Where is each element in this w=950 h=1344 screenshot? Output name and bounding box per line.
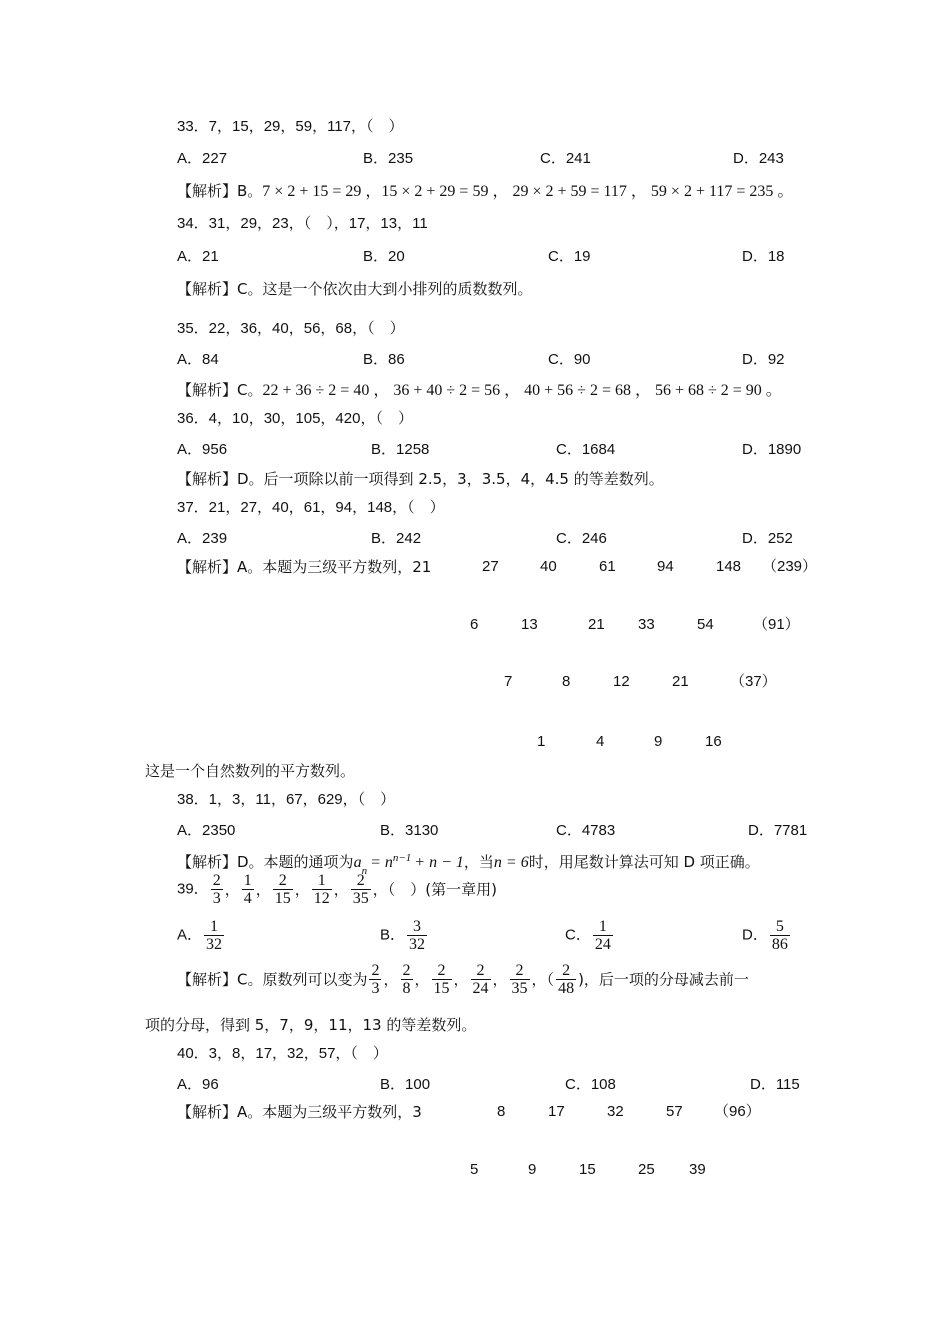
q38-stem: 38．1，3，11，67，629，（ ） [177, 791, 396, 808]
q39-option-fraction [593, 918, 613, 953]
denominator: 32 [409, 936, 426, 953]
q40-row2-item: 5 [470, 1161, 479, 1178]
q40-option-b: B．100 [380, 1076, 431, 1093]
q37-stem: 37．21，27，40，61，94，148，（ ） [177, 499, 445, 516]
q35-analysis-formula: 22 + 36 ÷ 2 = 40 ， 36 + 40 ÷ 2 = 56 ， 40 + 56 ÷ 2 = 68 ， 56 + 68 ÷ 2 = 90 。 [262, 382, 782, 399]
denominator: 35 [352, 890, 369, 907]
numerator: 1 [204, 918, 224, 936]
q39-analysis-fraction [432, 962, 452, 997]
q37-row2-item: 54 [697, 616, 714, 633]
denominator: 15 [433, 980, 450, 997]
q39-fraction [211, 872, 223, 907]
q38-formula-eq: = n [370, 854, 393, 871]
q39-analysis-after: ，后一项的分母减去前一 [583, 970, 749, 989]
numerator: 5 [770, 918, 790, 936]
q33-analysis-formula: 7 × 2 + 15 = 29 ，15 × 2 + 29 = 59 ， 29 × 2 + 59 = 117 ， 59 × 2 + 117 = 235 。 [262, 183, 794, 200]
q33-analysis [177, 182, 793, 201]
q38-analysis-mid: ，当 [463, 853, 494, 871]
q38-formula-n: n = 6 [493, 854, 529, 871]
q38-option-c: C．4783 [556, 822, 616, 839]
q39-option-b [380, 918, 429, 953]
q36-analysis: 【解析】D。后一项除以前一项得到 2.5，3，3.5，4，4.5 的等差数列。 [177, 470, 664, 488]
denominator: 35 [511, 980, 528, 997]
q37-row1-item: 27 [482, 558, 499, 575]
q37-row4-item: 1 [537, 733, 546, 750]
q37-option-a: A．239 [177, 530, 228, 547]
denominator: 15 [274, 890, 291, 907]
q38-analysis-text: 【解析】D。本题的通项为 [177, 853, 354, 871]
q33-option-d: D．243 [733, 150, 784, 167]
q40-option-a: A．96 [177, 1076, 219, 1093]
numerator: 2 [212, 872, 221, 889]
q37-row2-item: 13 [521, 616, 538, 633]
q40-row1-item: （96） [714, 1103, 761, 1120]
q39-fraction [273, 872, 293, 907]
q33-stem: 33．7，15，29，59，117，（ ） [177, 118, 404, 135]
denominator: 3 [212, 890, 221, 907]
q36-option-d: D．1890 [742, 441, 802, 458]
q39-analysis-answer-fraction [556, 962, 576, 997]
q38-option-b: B．3130 [380, 822, 439, 839]
q35-option-b: B．86 [363, 351, 405, 368]
numerator: 2 [371, 962, 380, 979]
denominator: 48 [558, 980, 575, 997]
q38-formula-exp: n−1 [392, 852, 412, 864]
q37-row4-item: 16 [705, 733, 722, 750]
q37-row4-item: 4 [596, 733, 605, 750]
q40-option-d: D．115 [750, 1076, 800, 1093]
q39-analysis-text: 【解析】C。原数列可以变为 [177, 970, 368, 989]
q34-option-c: C．19 [548, 248, 591, 265]
q39-option-fraction [770, 918, 790, 953]
denominator: 3 [371, 980, 380, 997]
numerator: 2 [471, 962, 491, 980]
q37-row1-item: 61 [599, 558, 616, 575]
q35-stem: 35．22，36，40，56，68，（ ） [177, 320, 405, 337]
denominator: 24 [472, 980, 489, 997]
q40-analysis-intro: 【解析】A。本题为三级平方数列，3 [177, 1103, 422, 1121]
denominator: 12 [313, 890, 330, 907]
q35-option-a: A．84 [177, 351, 219, 368]
q37-row2-item: 6 [470, 616, 479, 633]
q40-row1-item: 8 [497, 1103, 506, 1120]
q40-option-c: C．108 [565, 1076, 616, 1093]
q39-stem: 39． $\frac{2}{3}$ ， $\frac{1}{4}$ ， $\frac{2}{15}$ ， $\frac{1}{12}$ ， $\frac{2}{35}$ ，（ ）(第一章用) [177, 872, 497, 907]
q37-option-b: B．242 [371, 530, 422, 547]
denominator: 4 [243, 890, 252, 907]
q39-analysis-fraction [401, 962, 413, 997]
q34-analysis: 【解析】C。这是一个依次由大到小排列的质数数列。 [177, 280, 533, 298]
q40-row1-item: 17 [548, 1103, 565, 1120]
q39-option-a [177, 918, 226, 953]
q39-analysis-fraction [471, 962, 491, 997]
q37-row3-item: 12 [613, 673, 630, 690]
q37-row3-item: 7 [504, 673, 513, 690]
q36-option-a: A．956 [177, 441, 228, 458]
q37-row1-item: （239） [762, 558, 818, 575]
q34-option-d: D．18 [742, 248, 785, 265]
numerator: 2 [510, 962, 530, 980]
q38-formula-rest: + n − 1 [414, 854, 464, 871]
q39-analysis-fraction [369, 962, 381, 997]
numerator: 1 [243, 872, 252, 889]
numerator: 2 [351, 872, 371, 890]
q39-option-label: D． [742, 926, 768, 944]
q40-stem: 40．3，8，17，32，57，（ ） [177, 1045, 388, 1062]
q39-option-label: A． [177, 926, 203, 944]
q37-row2-item: （91） [753, 616, 800, 633]
numerator: 1 [312, 872, 332, 890]
q39-analysis-line2: 项的分母，得到 5，7，9，11，13 的等差数列。 [145, 1016, 477, 1034]
q35-option-c: C．90 [548, 351, 591, 368]
q40-row1-item: 57 [666, 1103, 683, 1120]
q38-analysis-after: 时，用尾数计算法可知 D 项正确。 [528, 853, 760, 871]
q33-option-c: C．241 [540, 150, 591, 167]
q39-option-label: B． [380, 926, 406, 944]
q37-row1-item: 148 [716, 558, 742, 575]
q37-row4-item: 9 [654, 733, 663, 750]
denominator: 86 [771, 936, 788, 953]
q39-fraction [312, 872, 332, 907]
q37-row3-item: 8 [562, 673, 571, 690]
q39-analysis-fraction [510, 962, 530, 997]
q38-option-d: D．7781 [748, 822, 808, 839]
q36-stem: 36．4，10，30，105，420，（ ） [177, 410, 413, 427]
q37-row1-item: 40 [540, 558, 557, 575]
q40-row2-item: 39 [689, 1161, 706, 1178]
q37-row1-item: 94 [657, 558, 674, 575]
numerator: 2 [556, 962, 576, 980]
denominator: 8 [402, 980, 411, 997]
numerator: 1 [593, 918, 613, 936]
q35-analysis [177, 381, 782, 400]
q37-row3-item: 21 [672, 673, 689, 690]
q39-option-fraction [407, 918, 427, 953]
q33-analysis-tag: 【解析】B。 [177, 182, 263, 200]
q37-row3-item: （37） [730, 673, 777, 690]
q39-tail: （ ）(第一章用) [387, 880, 497, 899]
q36-option-b: B．1258 [371, 441, 430, 458]
q35-option-d: D．92 [742, 351, 785, 368]
q39-option-c [565, 918, 615, 953]
q40-row2-item: 25 [638, 1161, 655, 1178]
q38-formula-sub: n [361, 865, 368, 877]
q37-conclusion: 这是一个自然数列的平方数列。 [145, 762, 356, 780]
q37-option-d: D．252 [742, 530, 793, 547]
q39-option-fraction [204, 918, 224, 953]
q37-analysis-intro: 【解析】A。本题为三级平方数列，21 [177, 558, 432, 576]
q39-option-d [742, 918, 792, 953]
q34-stem: 34．31，29，23，（ ），17，13，11 [177, 215, 428, 232]
numerator: 2 [402, 962, 411, 979]
q33-option-b: B．235 [363, 150, 414, 167]
numerator: 2 [273, 872, 293, 890]
q40-row2-item: 9 [528, 1161, 537, 1178]
numerator: 3 [407, 918, 427, 936]
q35-analysis-tag: 【解析】C。 [177, 381, 263, 399]
q39-analysis: 【解析】C。原数列可以变为 $\frac{2}{3}$ ， $\frac{2}{8}$ ， $\frac{2}{15}$ ， $\frac{2}{24}$ ， $\frac{2}{35}$ ，（ $\frac{2}{48}$ )，后一项的分母减去前一 [177, 962, 749, 997]
q39-fraction [351, 872, 371, 907]
q39-option-label: C． [565, 926, 591, 944]
q39-fraction [242, 872, 254, 907]
q34-option-a: A．21 [177, 248, 219, 265]
q37-row2-item: 33 [638, 616, 655, 633]
q40-row2-item: 15 [579, 1161, 596, 1178]
numerator: 2 [432, 962, 452, 980]
denominator: 32 [206, 936, 223, 953]
q37-option-c: C．246 [556, 530, 607, 547]
q37-row2-item: 21 [588, 616, 605, 633]
q38-formula-a: a [353, 854, 362, 871]
denominator: 24 [594, 936, 611, 953]
q40-row1-item: 32 [607, 1103, 624, 1120]
q36-option-c: C．1684 [556, 441, 616, 458]
q34-option-b: B．20 [363, 248, 405, 265]
q39-label: 39． [177, 880, 209, 898]
q38-option-a: A．2350 [177, 822, 236, 839]
q33-option-a: A．227 [177, 150, 228, 167]
